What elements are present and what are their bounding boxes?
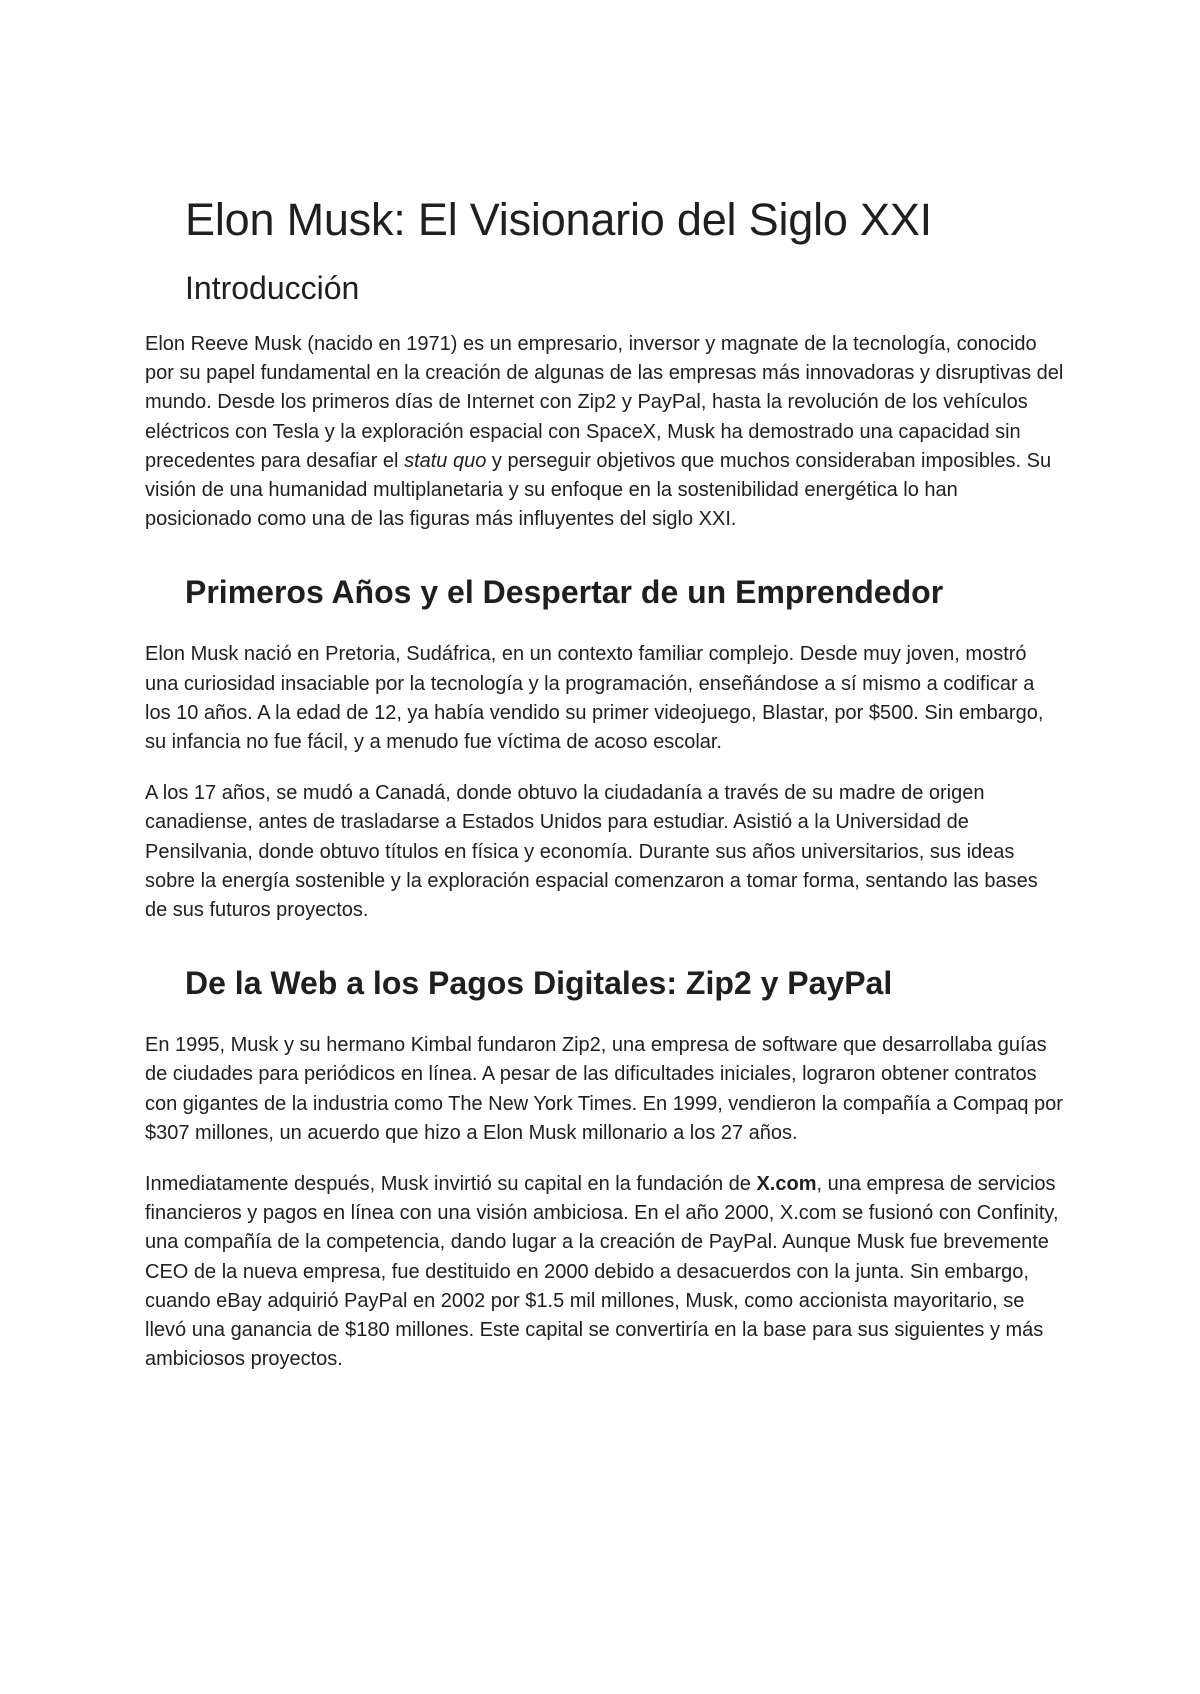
paragraph	[145, 330, 1065, 534]
paragraph-text: y perseguir objetivos que muchos consideraban imposibles. Su visión de una humanidad multiplanetaria y su enfoque en la sostenibilidad energética lo han posicionado como una de las figuras más influyentes del siglo XXI.	[145, 449, 1052, 531]
document-page	[145, 190, 1065, 1374]
paragraph-text: , una empresa de servicios financieros y pagos en línea con una visión ambiciosa. En el año 2000, X.com se fusionó con Confinity, una compañía de la competencia, dando lugar a la creación de PayPal. Aunque Musk fue brevemente CEO de la nueva empresa, fue destituido en 2000 debido a desacuerdos con la junta. Sin embargo, cuando eBay adquirió PayPal en 2002 por $1.5 mil millones, Musk, como accionista mayoritario, se llevó una ganancia de $180 millones. Este capital se convertiría en la base para sus siguientes y más ambiciosos proyectos.	[145, 1173, 1059, 1371]
section-primeros-anos	[145, 572, 1065, 925]
paragraph: Elon Musk nació en Pretoria, Sudáfrica, en un contexto familiar complejo. Desde muy joven, mostró una curiosidad insaciable por la tecnología y la programación, enseñándose a sí mismo a codificar a los 10 años. A la edad de 12, ya había vendido su primer videojuego, Blastar, por $500. Sin embargo, su infancia no fue fácil, y a menudo fue víctima de acoso escolar.	[145, 643, 1044, 754]
paragraph: En 1995, Musk y su hermano Kimbal fundaron Zip2, una empresa de software que desarrollaba guías de ciudades para periódicos en línea. A pesar de las dificultades iniciales, lograron obtener contratos con gigantes de la industria como The New York Times. En 1999, vendieron la compañía a Compaq por $307 millones, un acuerdo que hizo a Elon Musk millonario a los 27 años.	[145, 1034, 1063, 1144]
paragraph-text: Elon Reeve Musk (nacido en 1971) es un empresario, inversor y magnate de la tecnología, conocido por su papel fundamental en la creación de algunas de las empresas más innovadoras y disruptivas del mundo. Desde los primeros días de Internet con Zip2 y PayPal, hasta la revolución de los vehículos eléctricos con Tesla y la exploración espacial con SpaceX, Musk ha demostrado una capacidad sin precedentes para desafiar el	[145, 333, 1064, 472]
section-heading-introduccion: Introducción	[185, 270, 360, 306]
paragraph	[145, 1170, 1065, 1374]
document-title: Elon Musk: El Visionario del Siglo XXI	[185, 194, 932, 245]
paragraph: A los 17 años, se mudó a Canadá, donde obtuvo la ciudadanía a través de su madre de origen canadiense, antes de trasladarse a Estados Unidos para estudiar. Asistió a la Universidad de Pensilvania, donde obtuvo títulos en física y economía. Durante sus años universitarios, sus ideas sobre la energía sostenible y la exploración espacial comenzaron a tomar forma, sentando las bases de sus futuros proyectos.	[145, 782, 1038, 922]
xcom-link[interactable]: X.com	[756, 1173, 817, 1196]
section-heading-zip2-paypal: De la Web a los Pagos Digitales: Zip2 y PayPal	[185, 965, 893, 1002]
section-zip2-paypal	[145, 963, 1065, 1374]
italic-text: statu quo	[404, 449, 487, 472]
section-heading-primeros-anos: Primeros Años y el Despertar de un Emprendedor	[185, 574, 944, 611]
paragraph-text: Inmediatamente después, Musk invirtió su capital en la fundación de	[145, 1173, 757, 1196]
section-introduccion	[145, 268, 1065, 534]
